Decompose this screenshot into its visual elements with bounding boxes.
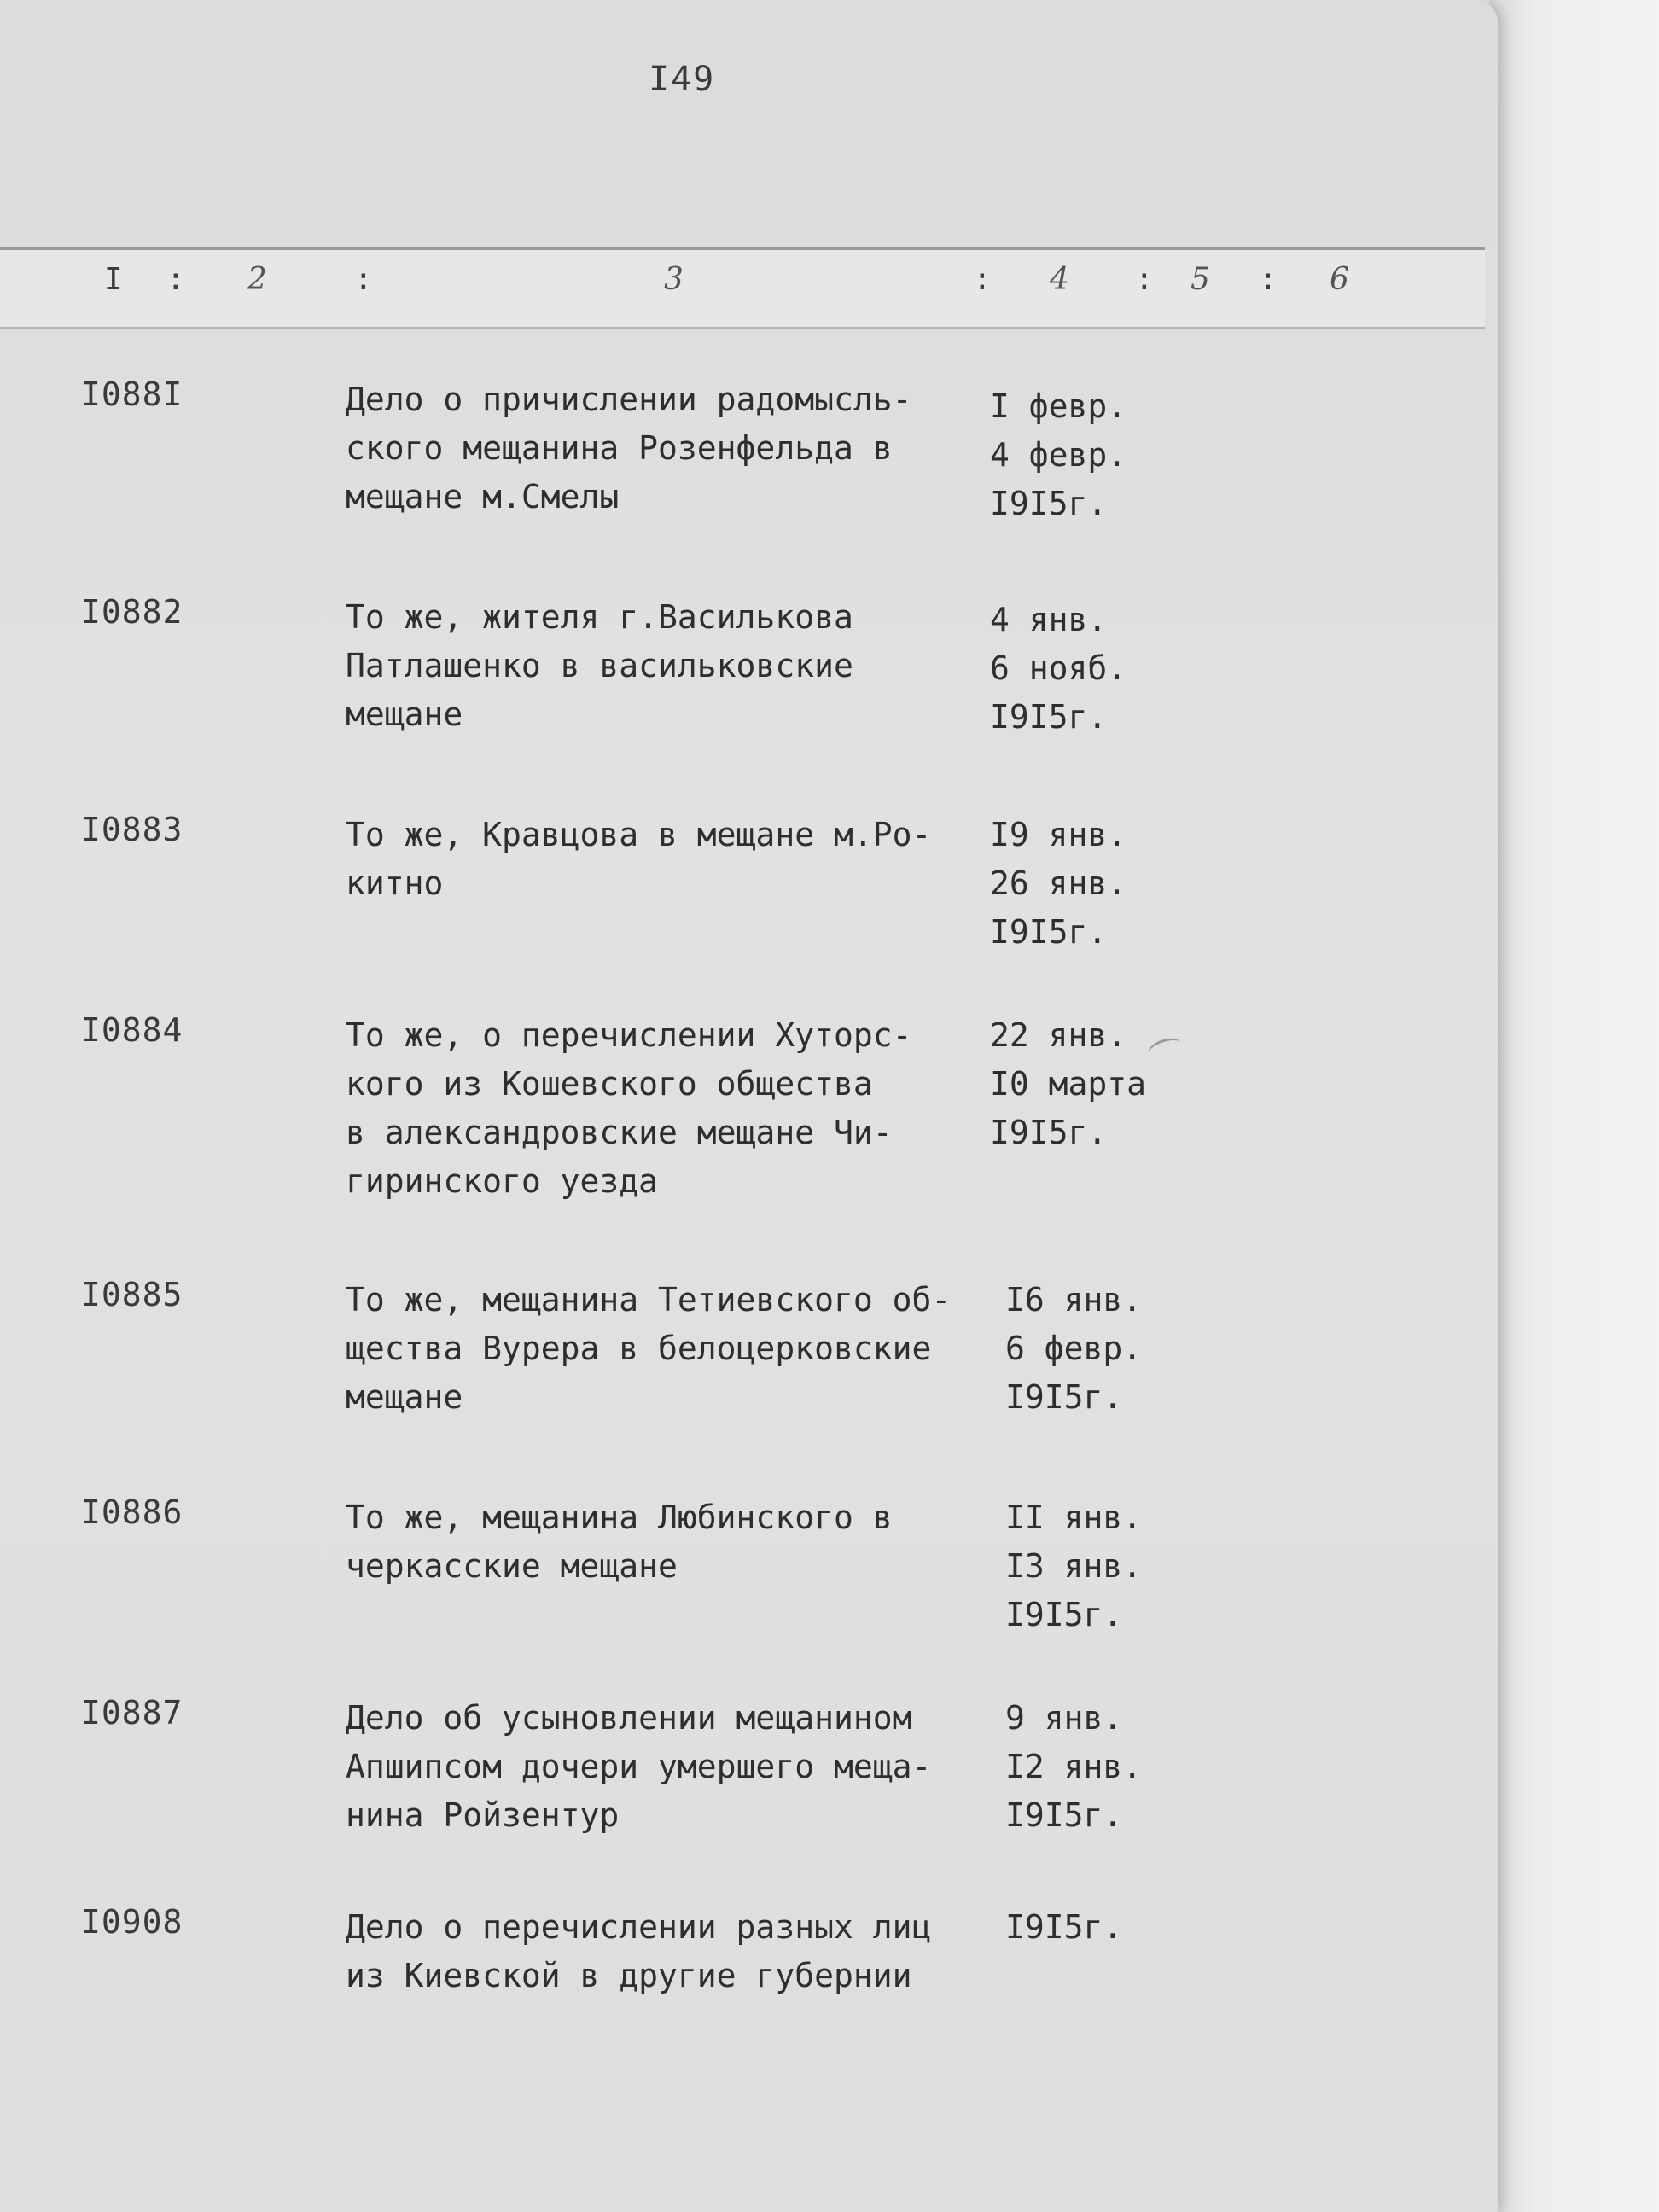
- column-header-6: 6: [1330, 262, 1349, 297]
- column-separator: :: [166, 262, 185, 297]
- column-header-3: 3: [664, 262, 684, 297]
- column-separator: :: [1259, 262, 1278, 297]
- record-number: I0887: [81, 1694, 183, 1732]
- record-description: Дело о причислении радомысль- ского мещанина Розенфельда в мещане м.Смелы: [346, 381, 912, 515]
- record-description: Дело об усыновлении мещанином Апшипсом дочери умершего меща- нина Ройзентур: [346, 1699, 932, 1834]
- column-header-5: 5: [1190, 262, 1210, 297]
- record-dates: II янв. I3 янв. I9I5г.: [1005, 1499, 1143, 1633]
- column-separator: :: [1135, 262, 1154, 297]
- record-dates: I9 янв. 26 янв. I9I5г.: [990, 816, 1127, 951]
- column-separator: :: [354, 262, 373, 297]
- record-number: I088I: [81, 375, 183, 413]
- record-number: I0886: [81, 1493, 183, 1531]
- record-dates: I февр. 4 февр. I9I5г.: [990, 387, 1127, 522]
- record-description: То же, о перечислении Хуторс- кого из Кошевского общества в александровские мещане Чи- гиринского уезда: [346, 1016, 912, 1200]
- column-header-4: 4: [1050, 262, 1069, 297]
- page-number: I49: [649, 60, 716, 99]
- record-dates: I9I5г.: [1005, 1908, 1123, 1946]
- record-number: I0882: [81, 593, 183, 631]
- record-description: То же, Кравцова в мещане м.Ро- китно: [346, 816, 932, 902]
- record-dates: 4 янв. 6 нояб. I9I5г.: [990, 601, 1127, 736]
- record-number: I0885: [81, 1276, 183, 1313]
- column-separator: :: [973, 262, 992, 297]
- record-description: Дело о перечислении разных лиц из Киевской в другие губернии: [346, 1908, 932, 1994]
- record-dates: 22 янв. I0 марта I9I5г.: [990, 1016, 1147, 1151]
- record-dates: 9 янв. I2 янв. I9I5г.: [1005, 1699, 1143, 1834]
- record-number: I0884: [81, 1011, 183, 1049]
- background-surface: [1489, 0, 1659, 2212]
- record-description: То же, мещанина Тетиевского об- щества Вурера в белоцерковские мещане: [346, 1281, 952, 1416]
- record-description: То же, мещанина Любинского в черкасские мещане: [346, 1499, 893, 1585]
- column-header-1: I: [104, 262, 123, 297]
- record-dates: I6 янв. 6 февр. I9I5г.: [1005, 1281, 1143, 1416]
- record-number: I0908: [81, 1903, 183, 1941]
- record-description: То же, жителя г.Василькова Патлашенко в васильковские мещане: [346, 598, 853, 733]
- record-number: I0883: [81, 811, 183, 848]
- column-header-2: 2: [247, 262, 267, 297]
